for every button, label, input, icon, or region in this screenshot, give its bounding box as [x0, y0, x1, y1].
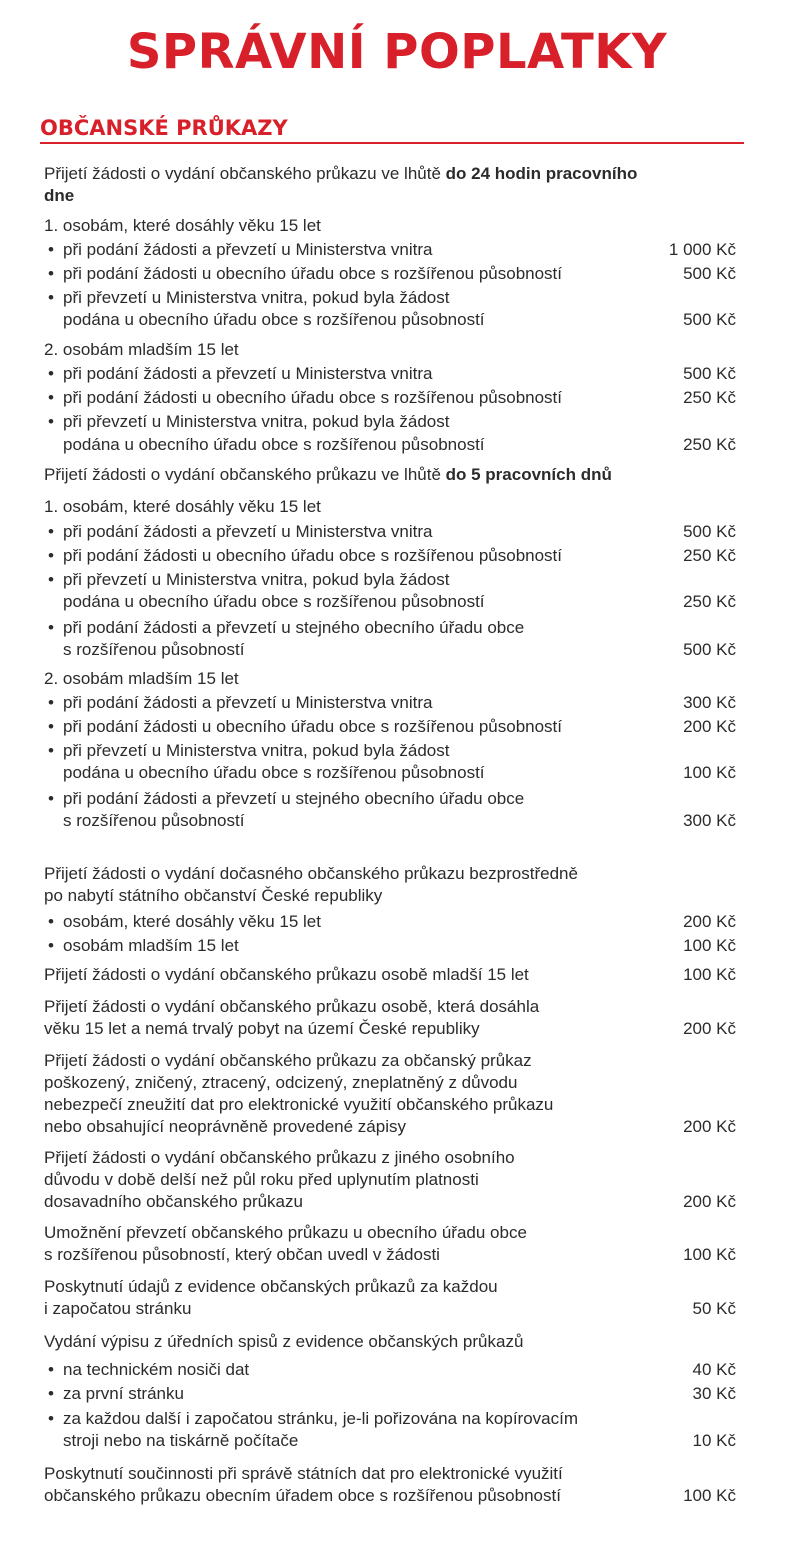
fee-description: na technickém nosiči dat [63, 1360, 250, 1379]
fee-description: Přijetí žádosti o vydání občanského průkazu za občanský průkaz [44, 1051, 532, 1070]
fee-line [44, 996, 736, 1018]
fee-amount: 200 Kč [683, 1019, 736, 1038]
fee-amount: 250 Kč [683, 388, 736, 407]
fee-amount: 500 Kč [683, 310, 736, 329]
fee-line [44, 1222, 736, 1244]
fee-description: při podání žádosti a převzetí u Ministerstva vnitra [63, 364, 433, 383]
fee-bullet-item [44, 692, 736, 714]
fee-line [44, 1244, 736, 1266]
fee-line [44, 1094, 736, 1116]
fee-bullet-item [44, 617, 736, 639]
fee-line [44, 1018, 736, 1040]
fee-line [44, 1147, 736, 1169]
fee-description: Vydání výpisu z úředních spisů z evidence občanských průkazů [44, 1332, 524, 1351]
fee-description: nebezpečí zneužití dat pro elektronické využití občanského průkazu [44, 1095, 554, 1114]
fee-bullet-item [44, 1383, 736, 1405]
fee-bullet-item [44, 1359, 736, 1381]
fee-amount: 100 Kč [683, 1486, 736, 1505]
fee-amount: 1 000 Kč [668, 240, 736, 259]
fee-amount: 200 Kč [683, 1117, 736, 1136]
fee-description: při podání žádosti a převzetí u Ministerstva vnitra [63, 522, 433, 541]
fee-amount: 500 Kč [683, 364, 736, 383]
fee-list [44, 163, 736, 1507]
fee-description: při převzetí u Ministerstva vnitra, pokud byla žádost [63, 741, 450, 760]
page-title: SPRÁVNÍ POPLATKY [126, 24, 668, 80]
fee-amount: 250 Kč [683, 435, 736, 454]
section-divider [40, 142, 744, 144]
fee-description: Přijetí žádosti o vydání občanského průkazu ve lhůtě [44, 164, 446, 183]
fee-line [44, 885, 736, 907]
fee-amount: 10 Kč [692, 1431, 736, 1450]
fee-description: při podání žádosti a převzetí u stejného obecního úřadu obce [63, 618, 525, 637]
fee-line [44, 762, 736, 784]
fee-bullet-item [44, 287, 736, 309]
fee-description: s rozšířenou působností, který občan uvedl v žádosti [44, 1245, 440, 1264]
fee-description: věku 15 let a nemá trvalý pobyt na území České republiky [44, 1019, 480, 1038]
fee-bullet-item [44, 935, 736, 957]
fee-description: i započatou stránku [44, 1299, 192, 1318]
fee-description: 2. osobám mladším 15 let [44, 340, 239, 359]
fee-description: osobám mladším 15 let [63, 936, 239, 955]
fee-description: podána u obecního úřadu obce s rozšířenou působností [63, 592, 485, 611]
fee-description: s rozšířenou působností [63, 640, 245, 659]
fee-amount: 300 Kč [683, 693, 736, 712]
fee-bullet-item [44, 387, 736, 409]
fee-description: při podání žádosti u obecního úřadu obce s rozšířenou působností [63, 717, 563, 736]
fee-line [44, 639, 736, 661]
fee-amount: 200 Kč [683, 1192, 736, 1211]
fee-bullet-item [44, 740, 736, 762]
fee-description: poškozený, zničený, ztracený, odcizený, zneplatněný z důvodu [44, 1073, 518, 1092]
fee-line [44, 1463, 736, 1485]
fee-line [44, 215, 736, 237]
fee-description: při převzetí u Ministerstva vnitra, pokud byla žádost [63, 288, 450, 307]
fee-description: osobám, které dosáhly věku 15 let [63, 912, 321, 931]
fee-amount: 50 Kč [692, 1299, 736, 1318]
fee-line [44, 1276, 736, 1298]
fee-line [44, 1169, 736, 1191]
fee-description: 1. osobám, které dosáhly věku 15 let [44, 497, 321, 516]
fee-bullet-item [44, 1408, 736, 1430]
fee-description: Umožnění převzetí občanského průkazu u obecního úřadu obce [44, 1223, 527, 1242]
fee-line [44, 185, 736, 207]
fee-description: při převzetí u Ministerstva vnitra, pokud byla žádost [63, 412, 450, 431]
fee-description: Přijetí žádosti o vydání občanského průkazu ve lhůtě [44, 465, 446, 484]
fee-description: nebo obsahující neoprávněně provedené zápisy [44, 1117, 406, 1136]
fee-description: Přijetí žádosti o vydání občanského průkazu osobě, která dosáhla [44, 997, 540, 1016]
fee-description: důvodu v době delší než půl roku před uplynutím platnosti [44, 1170, 479, 1189]
fee-description: dosavadního občanského průkazu [44, 1192, 303, 1211]
fee-line [44, 591, 736, 613]
fee-description: podána u obecního úřadu obce s rozšířenou působností [63, 435, 485, 454]
fee-description: Přijetí žádosti o vydání dočasného občanského průkazu bezprostředně [44, 864, 578, 883]
fee-line [44, 863, 736, 885]
fee-bullet-item [44, 569, 736, 591]
fee-deadline-emphasis: dne [44, 186, 75, 205]
fee-line [44, 434, 736, 456]
fee-amount: 100 Kč [683, 763, 736, 782]
fee-line [44, 1331, 736, 1353]
fee-amount: 30 Kč [692, 1384, 736, 1403]
fee-line [44, 1116, 736, 1138]
fee-description: při podání žádosti a převzetí u stejného obecního úřadu obce [63, 789, 525, 808]
fee-bullet-item [44, 911, 736, 933]
fee-description: při podání žádosti a převzetí u Ministerstva vnitra [63, 693, 433, 712]
fee-line [44, 964, 736, 986]
fee-amount: 100 Kč [683, 965, 736, 984]
fee-amount: 100 Kč [683, 936, 736, 955]
fee-amount: 500 Kč [683, 264, 736, 283]
fee-bullet-item [44, 239, 736, 261]
fee-bullet-item [44, 263, 736, 285]
fee-description: Přijetí žádosti o vydání občanského průkazu z jiného osobního [44, 1148, 515, 1167]
fee-bullet-item [44, 363, 736, 385]
fee-description: Přijetí žádosti o vydání občanského průkazu osobě mladší 15 let [44, 965, 529, 984]
fee-amount: 300 Kč [683, 811, 736, 830]
fee-description: podána u obecního úřadu obce s rozšířenou působností [63, 763, 485, 782]
fee-deadline-emphasis: do 24 hodin pracovního [445, 164, 638, 183]
fee-line [44, 464, 736, 486]
fee-line [44, 1485, 736, 1507]
fee-amount: 500 Kč [683, 640, 736, 659]
fee-description: s rozšířenou působností [63, 811, 245, 830]
fee-description: při podání žádosti u obecního úřadu obce s rozšířenou působností [63, 546, 563, 565]
fee-description: Poskytnutí součinnosti při správě státních dat pro elektronické využití [44, 1464, 563, 1483]
fee-amount: 200 Kč [683, 717, 736, 736]
fee-line [44, 1430, 736, 1452]
fee-amount: 250 Kč [683, 592, 736, 611]
fee-line [44, 1072, 736, 1094]
fee-description: při podání žádosti u obecního úřadu obce s rozšířenou působností [63, 388, 563, 407]
fee-bullet-item [44, 521, 736, 543]
fee-bullet-item [44, 788, 736, 810]
fee-bullet-item [44, 411, 736, 433]
fee-amount: 100 Kč [683, 1245, 736, 1264]
fee-line [44, 1298, 736, 1320]
fee-description: stroji nebo na tiskárně počítače [63, 1431, 299, 1450]
fee-description: za každou další i započatou stránku, je-li pořizována na kopírovacím [63, 1409, 578, 1428]
fee-line [44, 339, 736, 361]
fee-description: Poskytnutí údajů z evidence občanských průkazů za každou [44, 1277, 498, 1296]
fee-description: 1. osobám, které dosáhly věku 15 let [44, 216, 321, 235]
fee-bullet-item [44, 545, 736, 567]
fee-line [44, 309, 736, 331]
fee-amount: 250 Kč [683, 546, 736, 565]
fee-deadline-emphasis: do 5 pracovních dnů [445, 465, 612, 484]
fee-line [44, 1050, 736, 1072]
fee-amount: 500 Kč [683, 522, 736, 541]
fee-amount: 200 Kč [683, 912, 736, 931]
section-heading: OBČANSKÉ PRŮKAZY [40, 116, 288, 140]
fee-line [44, 1191, 736, 1213]
fee-description: občanského průkazu obecním úřadem obce s rozšířenou působností [44, 1486, 561, 1505]
fee-description: podána u obecního úřadu obce s rozšířenou působností [63, 310, 485, 329]
fee-line [44, 668, 736, 690]
fee-description: při podání žádosti u obecního úřadu obce s rozšířenou působností [63, 264, 563, 283]
fee-description: 2. osobám mladším 15 let [44, 669, 239, 688]
fee-description: při převzetí u Ministerstva vnitra, pokud byla žádost [63, 570, 450, 589]
fee-line [44, 496, 736, 518]
fee-bullet-item [44, 716, 736, 738]
fee-description: po nabytí státního občanství České republiky [44, 886, 383, 905]
fee-description: při podání žádosti a převzetí u Ministerstva vnitra [63, 240, 433, 259]
fee-amount: 40 Kč [692, 1360, 736, 1379]
fee-description: za první stránku [63, 1384, 184, 1403]
fee-line [44, 810, 736, 832]
fee-line [44, 163, 736, 185]
